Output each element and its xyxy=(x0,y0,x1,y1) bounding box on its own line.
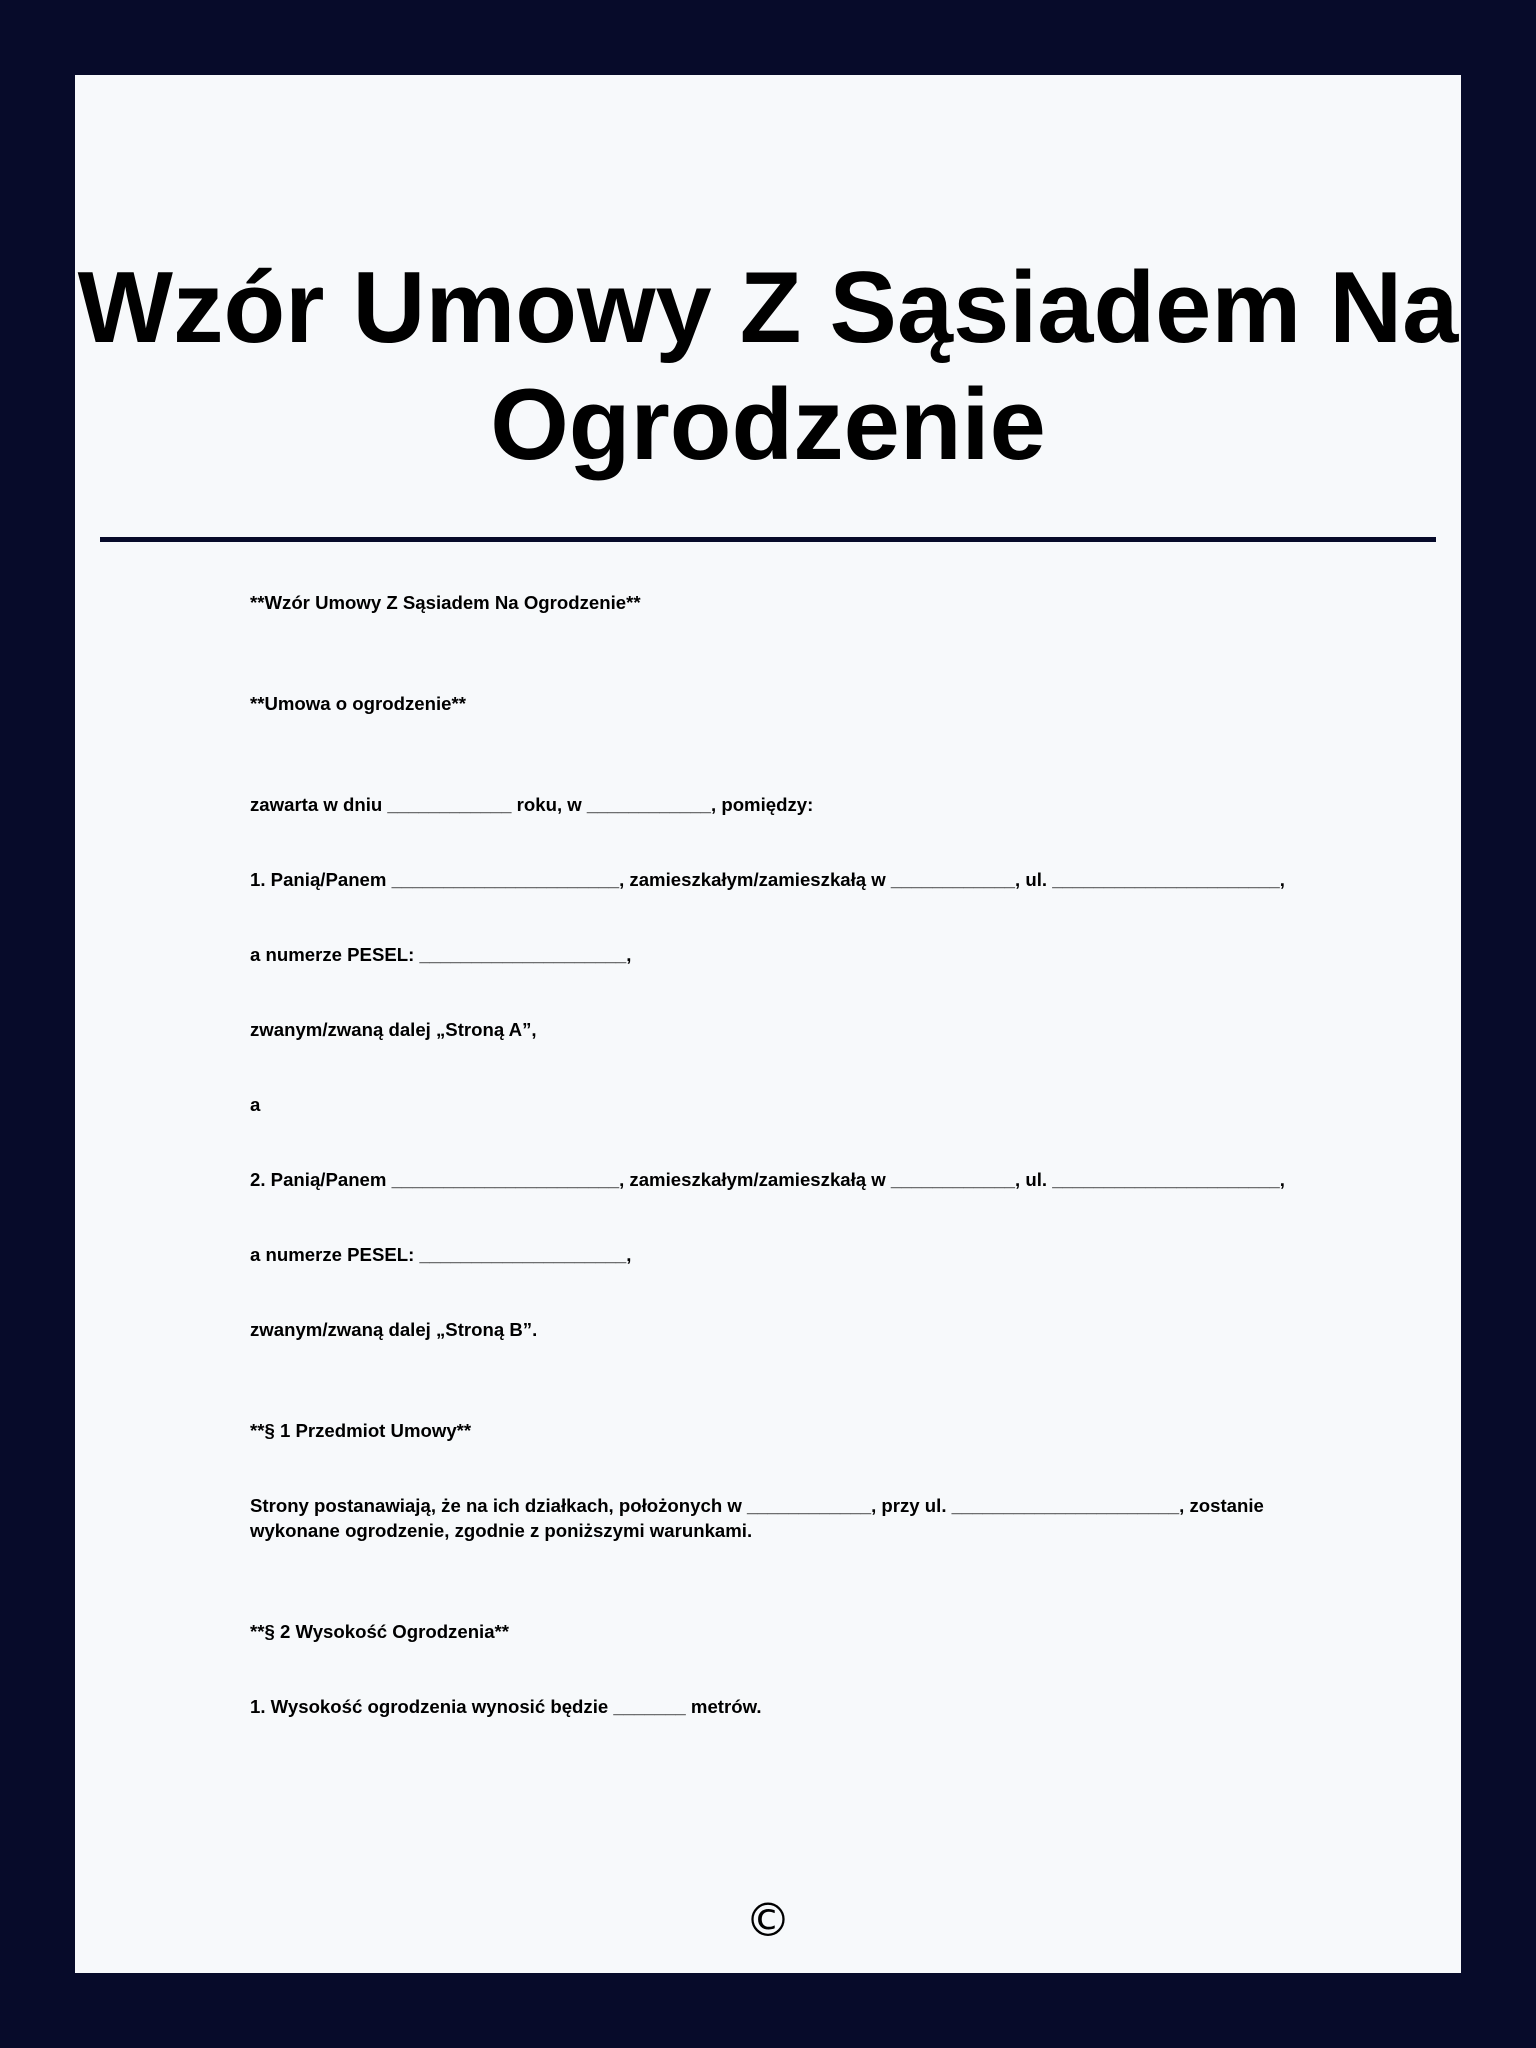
heading-document-name: **Wzór Umowy Z Sąsiadem Na Ogrodzenie** xyxy=(250,592,641,613)
section-1-text: Strony postanawiają, że na ich działkach, położonych w ____________, przy ul. ______________________, zostanie wykonane ogrodzenie, zgodnie z poniższymi warunkami. xyxy=(250,1495,1264,1541)
contract-date-line: zawarta w dniu ____________ roku, w ____________, pomiędzy: xyxy=(250,794,814,815)
document-page xyxy=(75,75,1461,1973)
title-divider xyxy=(100,537,1436,542)
section-1-heading: **§ 1 Przedmiot Umowy** xyxy=(250,1420,472,1441)
section-2-heading: **§ 2 Wysokość Ogrodzenia** xyxy=(250,1621,510,1642)
party-b-details: 2. Panią/Panem ______________________, zamieszkałym/zamieszkałą w ____________, ul. ______________________, xyxy=(250,1169,1285,1190)
page-title: Wzór Umowy Z Sąsiadem Na Ogrodzenie xyxy=(77,252,1459,481)
party-a-pesel: a numerze PESEL: ____________________, xyxy=(250,944,632,965)
conjunction-and: a xyxy=(250,1094,261,1115)
party-b-designation: zwanym/zwaną dalej „Stroną B”. xyxy=(250,1319,538,1340)
party-a-details: 1. Panią/Panem ______________________, zamieszkałym/zamieszkałą w ____________, ul. ______________________, xyxy=(250,869,1285,890)
section-2-item-1: 1. Wysokość ogrodzenia wynosić będzie _______ metrów. xyxy=(250,1696,762,1717)
document-body xyxy=(250,590,1350,1719)
heading-contract: **Umowa o ogrodzenie** xyxy=(250,693,466,714)
party-b-pesel: a numerze PESEL: ____________________, xyxy=(250,1244,632,1265)
party-a-designation: zwanym/zwaną dalej „Stroną A”, xyxy=(250,1019,537,1040)
copyright-icon: © xyxy=(745,1893,791,1947)
